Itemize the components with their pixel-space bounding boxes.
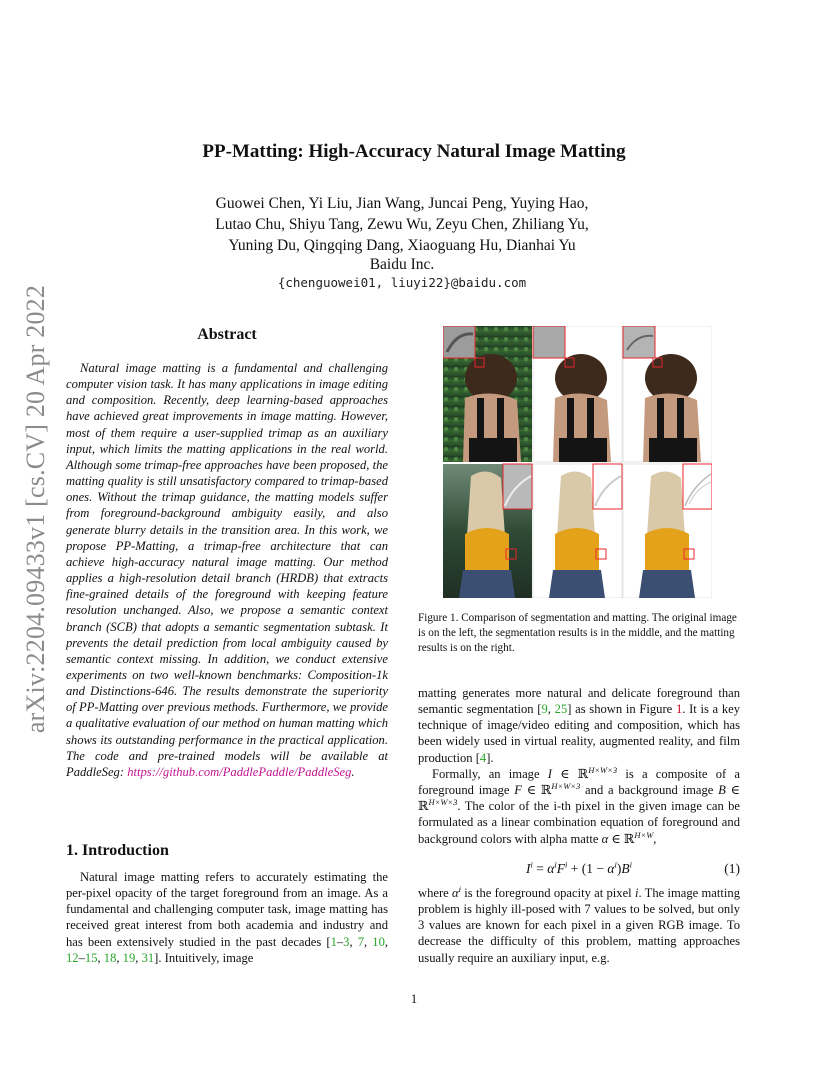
equation-1-body: $I^i = \alpha^iF^i + (1 - \alpha^i)B^i$ [526, 859, 632, 876]
citation-link[interactable]: 25 [554, 702, 568, 717]
author-list [150, 193, 654, 256]
arxiv-stamp-text: arXiv:2204.09433v1 [cs.CV] 20 Apr 2022 [21, 284, 50, 733]
citation-link[interactable]: 4 [479, 750, 487, 765]
figure-top-matting [623, 326, 712, 462]
paper-title: PP-Matting: High-Accuracy Natural Image Matting [202, 141, 626, 162]
citation-link[interactable]: 7 [357, 934, 365, 949]
introduction-heading: 1. Introduction [66, 842, 169, 859]
citation-link[interactable]: 31 [141, 950, 155, 965]
citation-link[interactable]: 9 [541, 702, 548, 717]
affiliation: Baidu Inc. [369, 256, 435, 273]
citation-link[interactable]: 19 [122, 950, 136, 965]
citation-link[interactable]: 15 [84, 950, 98, 965]
citation-link[interactable]: 18 [103, 950, 117, 965]
figure-bottom-segmentation [533, 464, 622, 598]
citation-link[interactable]: 1 [330, 934, 337, 949]
author-line-1: Guowei Chen, Yi Liu, Jian Wang, Juncai Peng, Yuying Hao, [215, 195, 589, 212]
author-email: {chenguowei01, liuyi22}@baidu.com [277, 275, 527, 290]
author-line-3: Yuning Du, Qingqing Dang, Xiaoguang Hu, Dianhai Yu [228, 237, 576, 254]
page-number: 1 [410, 992, 418, 1006]
figure-ref-link[interactable]: 1 [675, 702, 683, 717]
body-paragraph-1: matting generates more natural and delicate foreground than semantic segmentation [9, 25] as shown in Figure 1. It is a key technique of image/video editing and composition, which has been widely used in virtual reality, augmented reality, and film production [4]. [418, 686, 741, 765]
citation-link[interactable]: 12 [66, 950, 79, 965]
abstract-text: Natural image matting is a fundamental and challenging computer vision task. It has many applications in image editing and composition. Recently, deep learning-based approaches have achieved great improvements in image matting. However, most of them require a user-supplied trimap as an auxiliary input, which limits the matting applications in the real world. Although some trimap-free approaches have been proposed, the matting quality is still unsatisfactory compared to trimap-based ones. Without the trimap guidance, the matting models suffer from foreground-background ambiguity easily, and also generate blurry details in the transition area. In this work, we propose PP-Matting, a trimap-free architecture that can achieve high-accuracy natural image matting. Our method applies a high-resolution detail branch (HRDB) that extracts fine-grained details of the foreground with keeping feature resolution unchanged. Also, we propose a semantic context branch (SCB) that adopts a semantic segmentation subtask. It prevents the detail prediction from local ambiguity caused by semantic context missing. In addition, we conduct extensive experiments on two well-known benchmarks: Composition-1k and Distinctions-646. The results demonstrate the superiority of PP-Matting over previous methods. Furthermore, we provide a qualitative evaluation of our method on human matting which shows its outstanding performance in the practical application. The code and pre-trained models will be available at PaddleSeg: https://github.com/PaddlePaddle/PaddleSeg. [66, 361, 388, 779]
figure-bottom-matting [623, 464, 712, 598]
figure-1 [443, 326, 712, 598]
paddleseg-link[interactable]: https://github.com/PaddlePaddle/PaddleSeg [127, 764, 352, 779]
equation-1-number: (1) [724, 861, 740, 876]
body-paragraph-2: Formally, an image I ∈ ℝ$^{H\times W\times 3}$ is a composite of a foreground image F ∈ ℝ$^{H\times W\times 3}$ and a background image B ∈ ℝ$^{H\times W\times 3}$. The color of the i-th pixel in the given image can be formulated as a linear combination equation of foreground and background colors with alpha matte α ∈ ℝ$^{H\times W}$, [418, 764, 740, 846]
citation-link[interactable]: 10 [372, 934, 385, 949]
arxiv-stamp [14, 286, 58, 731]
figure-bottom-original [443, 464, 532, 598]
abstract-heading: Abstract [197, 326, 257, 343]
citation-link[interactable]: 3 [343, 934, 350, 949]
body-paragraph-3: where $\alpha^i$ is the foreground opacity at pixel i. The image matting problem is highly ill-posed with 7 values to be solved, but only 3 values are known for each pixel in a given RGB image. To decrease the difficulty of this problem, matting approaches usually require an auxiliary input, e.g. [418, 883, 740, 965]
introduction-text: Natural image matting refers to accurately estimating the per-pixel opacity of the target foreground from an image. As a fundamental and challenging computer task, image matting has received great interest from both academia and industry and has been extensively studied in the past decades [1–3, 7, 10, 12–15, 18, 19, 31]. Intuitively, image [66, 870, 389, 965]
figure-1-caption: Figure 1. Comparison of segmentation and matting. The original image is on the left, the segmentation results is in the middle, and the matting results is on the right. [418, 612, 737, 654]
figure-top-segmentation [533, 326, 622, 462]
figure-top-original [443, 326, 532, 462]
author-line-2: Lutao Chu, Shiyu Tang, Zewu Wu, Zeyu Chen, Zhiliang Yu, [215, 216, 589, 233]
